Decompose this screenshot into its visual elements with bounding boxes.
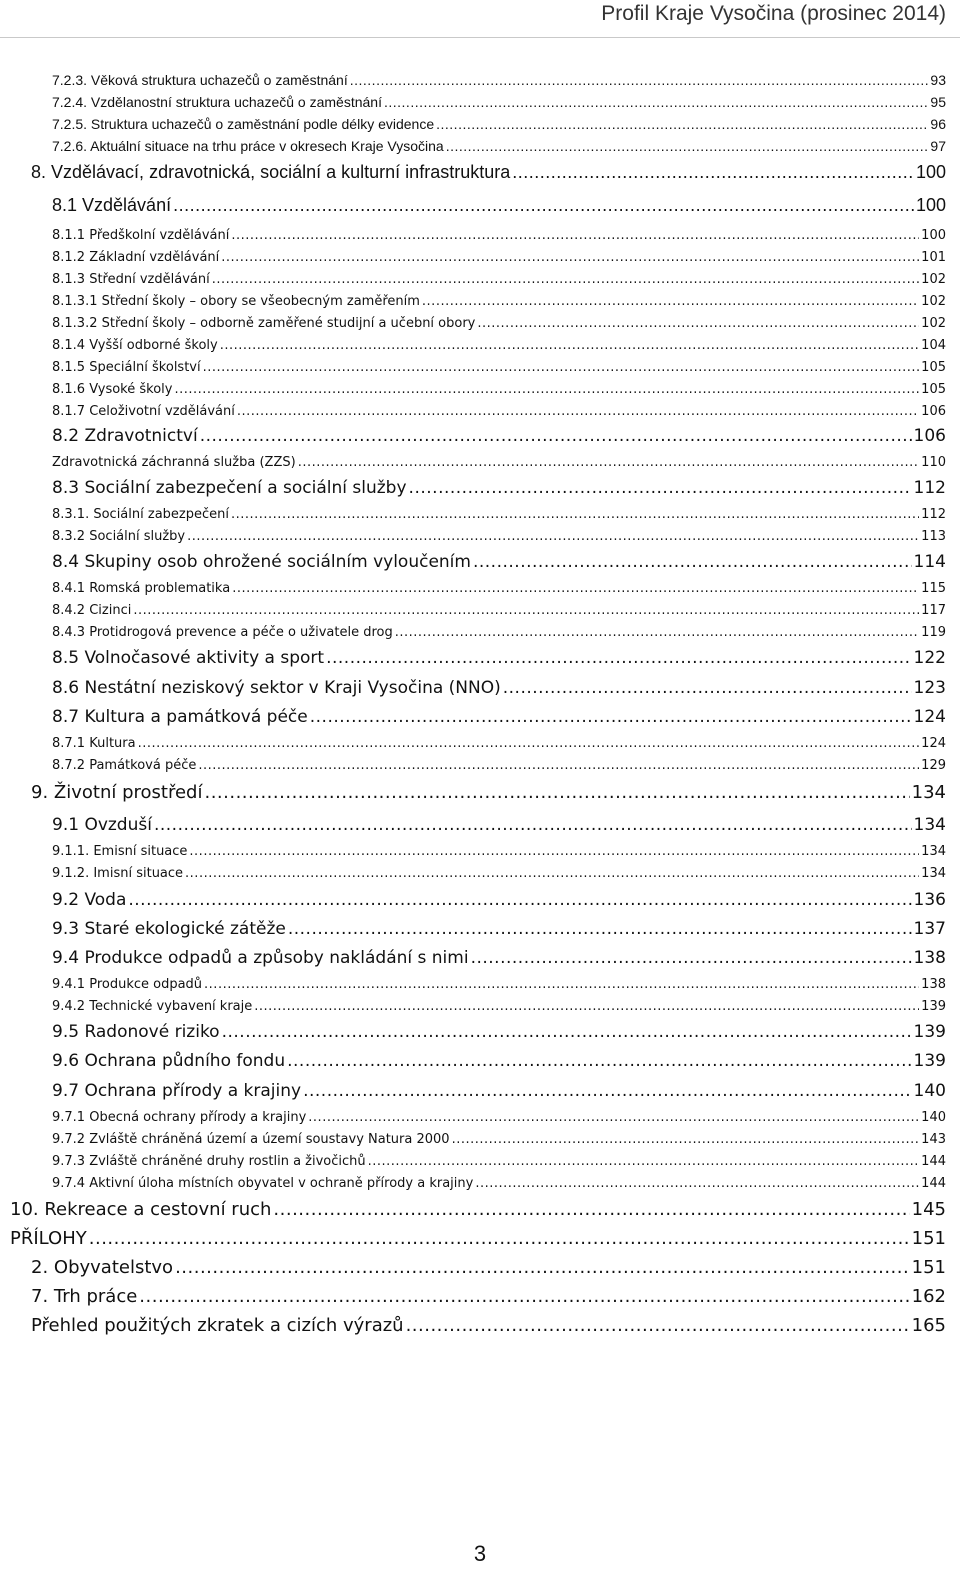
toc-leader — [477, 316, 919, 331]
toc-entry[interactable]: 7.2.6. Aktuální situace na trhu práce v okresech Kraje Vysočina ..... 97 — [52, 138, 946, 154]
toc-leader — [173, 195, 914, 216]
toc-leader — [409, 478, 912, 498]
toc-entry[interactable]: 8.6 Nestátní neziskový sektor v Kraji Vysočina (NNO) ..... 123 — [52, 678, 946, 698]
toc-leader — [139, 1286, 909, 1307]
toc-leader — [204, 782, 909, 803]
toc-entry[interactable]: 8.3.2 Sociální služby ..... 113 — [52, 529, 946, 544]
toc-entry[interactable]: 8. Vzdělávací, zdravotnická, sociální a kulturní infrastruktura ..... 100 — [31, 162, 946, 183]
toc-leader — [232, 581, 919, 596]
toc-leader — [200, 426, 912, 446]
toc-entry[interactable]: 9.7.1 Obecná ochrany přírody a krajiny ..... 140 — [52, 1110, 946, 1125]
toc-leader — [138, 736, 920, 751]
toc-leader — [133, 603, 919, 618]
toc-entry[interactable]: 8.7.1 Kultura ..... 124 — [52, 736, 946, 751]
toc-leader — [189, 844, 919, 859]
toc-entry[interactable]: 8.4.1 Romská problematika ..... 115 — [52, 581, 946, 596]
toc-leader — [288, 919, 912, 939]
toc-leader — [174, 382, 919, 397]
toc-entry[interactable]: 9.4.1 Produkce odpadů ..... 138 — [52, 977, 946, 992]
toc-entry[interactable]: 9.4 Produkce odpadů a způsoby nakládání s nimi ..... 138 — [52, 948, 946, 968]
toc-entry[interactable]: 9.4.2 Technické vybavení kraje ..... 139 — [52, 999, 946, 1014]
toc-entry[interactable]: 8.1.1 Předškolní vzdělávání ..... 100 — [52, 228, 946, 243]
toc-entry[interactable]: 7.2.3. Věková struktura uchazečů o zaměstnání ..... 93 — [52, 72, 946, 88]
header-divider — [0, 37, 960, 38]
toc-entry[interactable]: 8.3 Sociální zabezpečení a sociální služby ..... 112 — [52, 478, 946, 498]
toc-leader — [368, 1154, 920, 1169]
toc-entry[interactable]: 8.1.2 Základní vzdělávání ..... 101 — [52, 250, 946, 265]
toc-leader — [326, 648, 911, 668]
toc-entry[interactable]: 8.7 Kultura a památková péče ..... 124 — [52, 707, 946, 727]
toc-leader — [204, 977, 919, 992]
toc-leader — [185, 866, 919, 881]
toc-leader — [222, 1022, 912, 1042]
toc-entry[interactable]: 9.1.2. Imisní situace ..... 134 — [52, 866, 946, 881]
toc-entry[interactable]: 2. Obyvatelstvo ..... 151 — [31, 1257, 946, 1278]
toc-leader — [446, 138, 929, 154]
toc-entry[interactable]: 10. Rekreace a cestovní ruch ..... 145 — [10, 1199, 946, 1220]
toc-entry[interactable]: 9.1.1. Emisní situace ..... 134 — [52, 844, 946, 859]
toc-entry[interactable]: 9.1 Ovzduší ..... 134 — [52, 815, 946, 835]
toc-entry[interactable]: 9.5 Radonové riziko ..... 139 — [52, 1022, 946, 1042]
toc-leader — [473, 552, 912, 572]
toc-leader — [406, 1315, 910, 1336]
toc-entry[interactable]: 8.4.3 Protidrogová prevence a péče o uživatele drog ..... 119 — [52, 625, 946, 640]
toc-entry[interactable]: 8.2 Zdravotnictví ..... 106 — [52, 426, 946, 446]
toc-leader — [273, 1199, 909, 1220]
toc-entry[interactable]: 9.3 Staré ekologické zátěže ..... 137 — [52, 919, 946, 939]
toc-leader — [350, 72, 929, 88]
toc-leader — [237, 404, 919, 419]
toc-entry[interactable]: 8.7.2 Památková péče ..... 129 — [52, 758, 946, 773]
toc-entry[interactable]: PŘÍLOHY ..... 151 — [10, 1228, 946, 1249]
toc-leader — [187, 529, 919, 544]
toc-leader — [231, 228, 919, 243]
toc-entry[interactable]: 9.7.3 Zvláště chráněné druhy rostlin a živočichů ..... 144 — [52, 1154, 946, 1169]
toc-entry[interactable]: Přehled použitých zkratek a cizích výrazů ..... 165 — [31, 1315, 946, 1336]
toc-leader — [212, 272, 919, 287]
toc-leader — [154, 815, 912, 835]
toc-leader — [503, 678, 912, 698]
page-number: 3 — [473, 1541, 487, 1566]
toc-leader — [310, 707, 912, 727]
toc-entry[interactable]: 7. Trh práce ..... 162 — [31, 1286, 946, 1307]
toc-entry[interactable]: 9.7 Ochrana přírody a krajiny ..... 140 — [52, 1081, 946, 1101]
toc-entry[interactable]: 9.2 Voda ..... 136 — [52, 890, 946, 910]
toc-leader — [395, 625, 919, 640]
toc-leader — [303, 1081, 911, 1101]
toc-leader — [203, 360, 920, 375]
toc-leader — [298, 455, 919, 470]
toc-leader — [198, 758, 919, 773]
running-header: Profil Kraje Vysočina (prosinec 2014) — [601, 2, 946, 25]
toc-entry[interactable]: 9. Životní prostředí ..... 134 — [31, 782, 946, 803]
toc-leader — [175, 1257, 910, 1278]
toc-leader — [422, 294, 919, 309]
toc-leader — [475, 1176, 919, 1191]
toc-leader — [254, 999, 919, 1014]
toc-entry[interactable]: 8.1.3.1 Střední školy – obory se všeobecným zaměřením ..... 102 — [52, 294, 946, 309]
toc-leader — [384, 94, 928, 110]
toc-entry[interactable]: 9.7.2 Zvláště chráněná území a území soustavy Natura 2000 ..... 143 — [52, 1132, 946, 1147]
toc-leader — [512, 162, 914, 183]
toc-leader — [308, 1110, 919, 1125]
toc-entry[interactable]: 8.4 Skupiny osob ohrožené sociálním vyloučením ..... 114 — [52, 552, 946, 572]
toc-leader — [436, 116, 928, 132]
toc-entry[interactable]: Zdravotnická záchranná služba (ZZS) ..... 110 — [52, 455, 946, 470]
toc-entry[interactable]: 8.1.3 Střední vzdělávání ..... 102 — [52, 272, 946, 287]
toc-leader — [287, 1051, 911, 1071]
toc-entry[interactable]: 8.4.2 Cizinci ..... 117 — [52, 603, 946, 618]
toc-leader — [220, 338, 919, 353]
toc-leader — [231, 507, 919, 522]
toc-entry[interactable]: 8.5 Volnočasové aktivity a sport ..... 122 — [52, 648, 946, 668]
toc-leader — [452, 1132, 920, 1147]
toc-entry[interactable]: 9.6 Ochrana půdního fondu ..... 139 — [52, 1051, 946, 1071]
toc-entry[interactable]: 8.1.6 Vysoké školy ..... 105 — [52, 382, 946, 397]
toc-entry[interactable]: 8.1.4 Vyšší odborné školy ..... 104 — [52, 338, 946, 353]
toc-entry[interactable]: 8.3.1. Sociální zabezpečení ..... 112 — [52, 507, 946, 522]
toc-entry[interactable]: 7.2.4. Vzdělanostní struktura uchazečů o zaměstnání ..... 95 — [52, 94, 946, 110]
toc-entry[interactable]: 8.1.7 Celoživotní vzdělávání ..... 106 — [52, 404, 946, 419]
toc-entry[interactable]: 8.1.5 Speciální školství ..... 105 — [52, 360, 946, 375]
toc-entry[interactable]: 8.1 Vzdělávání ..... 100 — [52, 195, 946, 216]
toc-leader — [471, 948, 912, 968]
toc-leader — [128, 890, 911, 910]
toc-entry[interactable]: 9.7.4 Aktivní úloha místních obyvatel v ochraně přírody a krajiny ..... 144 — [52, 1176, 946, 1191]
toc-entry[interactable]: 8.1.3.2 Střední školy – odborně zaměřené studijní a učební obory ..... 102 — [52, 316, 946, 331]
toc-leader — [221, 250, 919, 265]
toc-leader — [89, 1228, 910, 1249]
toc-entry[interactable]: 7.2.5. Struktura uchazečů o zaměstnání podle délky evidence ..... 96 — [52, 116, 946, 132]
